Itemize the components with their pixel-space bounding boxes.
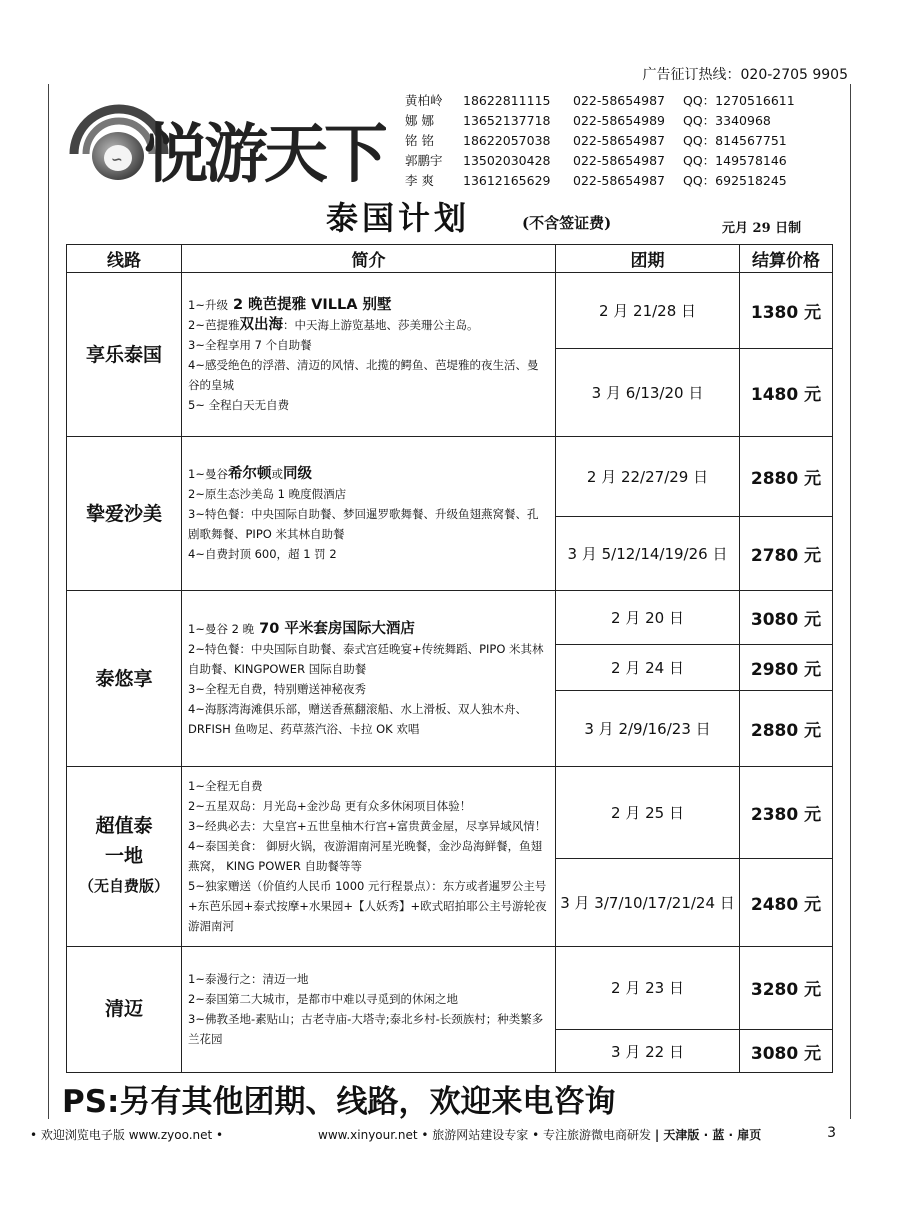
route-description bbox=[182, 767, 556, 946]
route-name-cell bbox=[67, 590, 182, 766]
plan-date: 元月 29 日制 bbox=[722, 221, 802, 236]
description-line bbox=[188, 816, 549, 836]
contact-name: 黄柏岭 bbox=[405, 93, 443, 108]
contact-list bbox=[405, 91, 833, 191]
tour-period: 2 月 25 日 bbox=[556, 767, 740, 859]
description-text: 5~ 全程白天无自费 bbox=[188, 397, 290, 412]
col-header-route: 线路 bbox=[67, 245, 182, 273]
contact-mobile: 18622811115 bbox=[463, 93, 551, 108]
description-text: 1~全程无自费 bbox=[188, 779, 263, 794]
description-text: 同级 bbox=[282, 465, 312, 482]
description-text: 希尔顿 bbox=[227, 465, 272, 482]
tour-period: 3 月 22 日 bbox=[556, 1030, 740, 1073]
description-line bbox=[188, 796, 549, 816]
route-table bbox=[66, 244, 833, 1073]
logo-graphic bbox=[66, 84, 386, 194]
description-text: 3~全程享用 7 个自助餐 bbox=[188, 337, 312, 352]
description-text: 或 bbox=[271, 466, 283, 481]
contact-qq: QQ：3340968 bbox=[683, 113, 771, 128]
contact-tel: 022-58654987 bbox=[573, 93, 665, 108]
svg-text:∽: ∽ bbox=[111, 152, 123, 168]
description-line bbox=[188, 989, 549, 1009]
description-text: 2~五星双岛：月光岛+金沙岛 更有众多休闲项目体验！ bbox=[188, 799, 472, 814]
route-description bbox=[182, 273, 556, 437]
description-line bbox=[188, 464, 549, 484]
contact-qq: QQ：814567751 bbox=[683, 133, 787, 148]
contact-row bbox=[405, 171, 833, 191]
tour-period: 2 月 23 日 bbox=[556, 946, 740, 1030]
route-name: 超值泰一地 bbox=[95, 815, 153, 868]
contact-mobile: 18622057038 bbox=[463, 133, 551, 148]
route-name: 清迈 bbox=[104, 998, 143, 1021]
tour-period: 2 月 24 日 bbox=[556, 644, 740, 690]
description-line bbox=[188, 355, 549, 395]
plan-subtitle: (不含签证费) bbox=[522, 214, 612, 232]
route-description bbox=[182, 946, 556, 1072]
contact-tel: 022-58654987 bbox=[573, 153, 665, 168]
description-text: ：中天海上游览基地、莎美珊公主岛。 bbox=[282, 317, 479, 332]
route-table-body bbox=[67, 273, 833, 1073]
route-name: 享乐泰国 bbox=[85, 343, 162, 366]
description-line bbox=[188, 699, 549, 739]
route-note: （无自费版） bbox=[78, 877, 169, 896]
logo-text: 悦游天下 bbox=[144, 118, 384, 192]
description-text: 3~经典必去：大皇宫+五世皇柚木行宫+富贵黄金屋，尽享异域风情！ bbox=[188, 819, 547, 834]
description-text: 70 平米套房国际大酒店 bbox=[254, 620, 415, 637]
description-line bbox=[188, 544, 549, 564]
contact-name: 铭 铭 bbox=[405, 133, 434, 148]
description-line bbox=[188, 1009, 549, 1049]
tour-period: 3 月 6/13/20 日 bbox=[556, 349, 740, 437]
description-text: 4~感受绝色的浮潜、清迈的风情、北揽的鳄鱼、芭堤雅的夜生活、曼谷的皇城 bbox=[188, 357, 539, 392]
description-text: 1~泰漫行之：清迈一地 bbox=[188, 972, 309, 987]
footer-mid: www.xinyour.net • 旅游网站建设专家 • 专注旅游微电商研发 | 天津版 · 蓝 · 扉页 bbox=[318, 1128, 762, 1142]
contact-row bbox=[405, 131, 833, 151]
description-text: 4~自费封顶 600，超 1 罚 2 bbox=[188, 546, 337, 561]
contact-name: 郭鹏宇 bbox=[405, 153, 443, 168]
contact-qq: QQ：692518245 bbox=[683, 173, 787, 188]
contact-qq: QQ：1270516611 bbox=[683, 93, 795, 108]
tour-price: 2380 元 bbox=[740, 767, 833, 859]
description-text: 2~芭提雅 bbox=[188, 317, 240, 332]
description-line bbox=[188, 679, 549, 699]
description-line bbox=[188, 876, 549, 936]
contact-mobile: 13612165629 bbox=[463, 173, 551, 188]
footer-left: • 欢迎浏览电子版 www.zyoo.net • bbox=[30, 1128, 224, 1142]
contact-mobile: 13502030428 bbox=[463, 153, 551, 168]
description-line bbox=[188, 395, 549, 415]
ps-note: PS:另有其他团期、线路，欢迎来电咨询 bbox=[62, 1084, 616, 1120]
description-line bbox=[188, 969, 549, 989]
tour-period: 2 月 21/28 日 bbox=[556, 273, 740, 349]
route-name-cell bbox=[67, 946, 182, 1072]
col-header-price: 结算价格 bbox=[740, 245, 833, 273]
plan-title: 泰国计划 bbox=[326, 199, 471, 237]
description-line bbox=[188, 639, 549, 679]
tour-price: 3080 元 bbox=[740, 590, 833, 644]
description-text: 3~佛教圣地-素贴山；古老寺庙-大塔寺;泰北乡村-长颈族村；种类繁多兰花园 bbox=[188, 1012, 544, 1047]
tour-period: 2 月 22/27/29 日 bbox=[556, 437, 740, 516]
description-text: 2~泰国第二大城市，是都市中难以寻觅到的休闲之地 bbox=[188, 992, 458, 1007]
tour-period: 3 月 5/12/14/19/26 日 bbox=[556, 516, 740, 590]
contact-tel: 022-58654987 bbox=[573, 133, 665, 148]
table-row bbox=[67, 767, 833, 859]
description-text: 1~升级 bbox=[188, 297, 228, 312]
description-line bbox=[188, 484, 549, 504]
contact-row bbox=[405, 111, 833, 131]
tour-period: 3 月 2/9/16/23 日 bbox=[556, 690, 740, 766]
description-line bbox=[188, 619, 549, 639]
tour-price: 2780 元 bbox=[740, 516, 833, 590]
description-line bbox=[188, 776, 549, 796]
description-text: 5~独家赠送（价值约人民币 1000 元行程景点）：东方或者暹罗公主号+东芭乐园+泰式按摩+水果园+【人妖秀】+欧式昭拍耶公主号游轮夜游湄南河 bbox=[188, 879, 547, 934]
tour-price: 1380 元 bbox=[740, 273, 833, 349]
description-text: 2 晚芭提雅 VILLA 别墅 bbox=[227, 296, 392, 313]
contact-qq: QQ：149578146 bbox=[683, 153, 787, 168]
footer-edition: 天津版 · 蓝 · 扉页 bbox=[663, 1128, 762, 1142]
tour-price: 2880 元 bbox=[740, 437, 833, 516]
tour-price: 2480 元 bbox=[740, 858, 833, 946]
description-text: 2~特色餐：中央国际自助餐、泰式宫廷晚宴+传统舞蹈、PIPO 米其林自助餐、KINGPOWER 国际自助餐 bbox=[188, 641, 544, 676]
tour-price: 1480 元 bbox=[740, 349, 833, 437]
brand-logo bbox=[66, 84, 386, 194]
contact-row bbox=[405, 91, 833, 111]
description-text: 3~特色餐：中央国际自助餐、梦回暹罗歌舞餐、升级鱼翅燕窝餐、孔剧歌舞餐、PIPO 米其林自助餐 bbox=[188, 506, 539, 541]
contact-name: 李 爽 bbox=[405, 173, 434, 188]
contact-tel: 022-58654989 bbox=[573, 113, 665, 128]
description-text: 1~曼谷 bbox=[188, 466, 228, 481]
description-text: 3~全程无自费，特别赠送神秘夜秀 bbox=[188, 681, 366, 696]
description-text: 4~海豚湾海滩俱乐部，赠送香蕉翻滚船、水上滑板、双人独木舟、DRFISH 鱼吻足、药草蒸汽浴、卡拉 OK 欢唱 bbox=[188, 701, 527, 736]
description-text: 双出海 bbox=[239, 316, 283, 333]
contact-mobile: 13652137718 bbox=[463, 113, 551, 128]
description-text: 2~原生态沙美岛 1 晚度假酒店 bbox=[188, 486, 347, 501]
tour-price: 3080 元 bbox=[740, 1030, 833, 1073]
route-name: 泰悠享 bbox=[95, 667, 153, 690]
description-line bbox=[188, 504, 549, 544]
col-header-period: 团期 bbox=[556, 245, 740, 273]
table-row bbox=[67, 590, 833, 644]
route-name-cell bbox=[67, 273, 182, 437]
contact-name: 娜 娜 bbox=[405, 113, 434, 128]
footer-mid-text: www.xinyour.net • 旅游网站建设专家 • 专注旅游微电商研发 bbox=[318, 1128, 652, 1142]
route-name-cell bbox=[67, 437, 182, 591]
description-text: 1~曼谷 2 晚 bbox=[188, 621, 255, 636]
table-row bbox=[67, 946, 833, 1030]
route-name: 挚爱沙美 bbox=[85, 502, 162, 525]
route-description bbox=[182, 437, 556, 591]
table-row bbox=[67, 273, 833, 349]
tour-period: 3 月 3/7/10/17/21/24 日 bbox=[556, 858, 740, 946]
description-line bbox=[188, 836, 549, 876]
description-text: 4~泰国美食： 御厨火锅，夜游湄南河星光晚餐，金沙岛海鲜餐，鱼翅燕窝， KING POWER 自助餐等等 bbox=[188, 839, 543, 874]
contact-tel: 022-58654987 bbox=[573, 173, 665, 188]
contact-row bbox=[405, 151, 833, 171]
description-line bbox=[188, 315, 549, 335]
tour-period: 2 月 20 日 bbox=[556, 590, 740, 644]
route-description bbox=[182, 590, 556, 766]
tour-price: 2880 元 bbox=[740, 690, 833, 766]
tour-price: 2980 元 bbox=[740, 644, 833, 690]
description-line bbox=[188, 295, 549, 315]
route-name-cell bbox=[67, 767, 182, 946]
description-line bbox=[188, 335, 549, 355]
table-header-row bbox=[67, 245, 833, 273]
page-number: 3 bbox=[827, 1125, 836, 1141]
ad-hotline: 广告征订热线：020-2705 9905 bbox=[642, 67, 848, 83]
table-row bbox=[67, 437, 833, 516]
col-header-summary: 简介 bbox=[182, 245, 556, 273]
tour-price: 3280 元 bbox=[740, 946, 833, 1030]
